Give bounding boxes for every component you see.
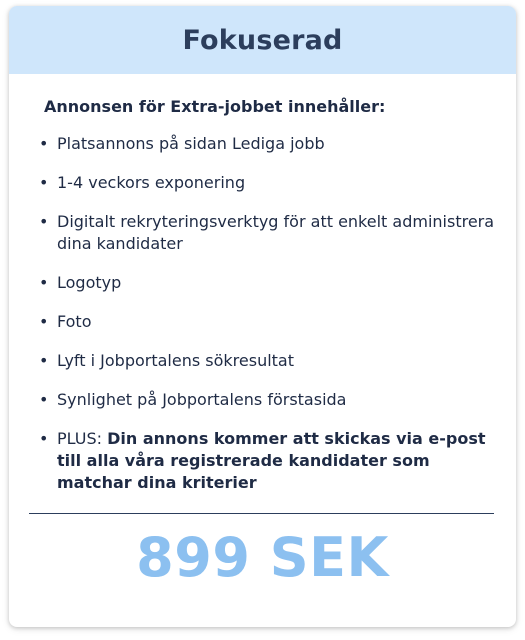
list-item [37,272,497,294]
bullet-icon: • [39,390,49,409]
bullet-icon: • [39,173,49,192]
bullet-icon: • [39,351,49,370]
bullet-icon: • [39,134,49,153]
plus-text: Din annons kommer att skickas via e-post till alla våra registrerade kandidater som matchar dina kriterier [57,429,486,492]
list-item [37,133,497,155]
bullet-icon: • [39,312,49,331]
bullet-icon: • [39,429,49,448]
divider [29,513,494,514]
list-item [37,311,497,333]
list-item [37,389,497,411]
features-intro: Annonsen för Extra-jobbet innehåller: [44,97,386,116]
feature-text: Logotyp [57,273,122,292]
pricing-card [9,6,516,627]
feature-text: Platsannons på sidan Lediga jobb [57,134,325,153]
feature-text: Lyft i Jobportalens sökresultat [57,351,295,370]
feature-text: Foto [57,312,92,331]
card-title: Fokuserad [182,24,343,56]
bullet-icon: • [39,212,49,231]
card-header [9,6,516,74]
plus-label: PLUS: [57,429,103,448]
bullet-icon: • [39,273,49,292]
feature-text: 1-4 veckors exponering [57,173,246,192]
feature-text: Synlighet på Jobportalens förstasida [57,390,347,409]
list-item [37,172,497,194]
price-label: 899 SEK [136,526,389,589]
feature-list [37,133,497,511]
list-item [37,211,497,255]
feature-text: Digitalt rekryteringsverktyg för att enkelt administrera dina kandidater [57,212,495,253]
list-item-plus [37,428,497,494]
list-item [37,350,497,372]
